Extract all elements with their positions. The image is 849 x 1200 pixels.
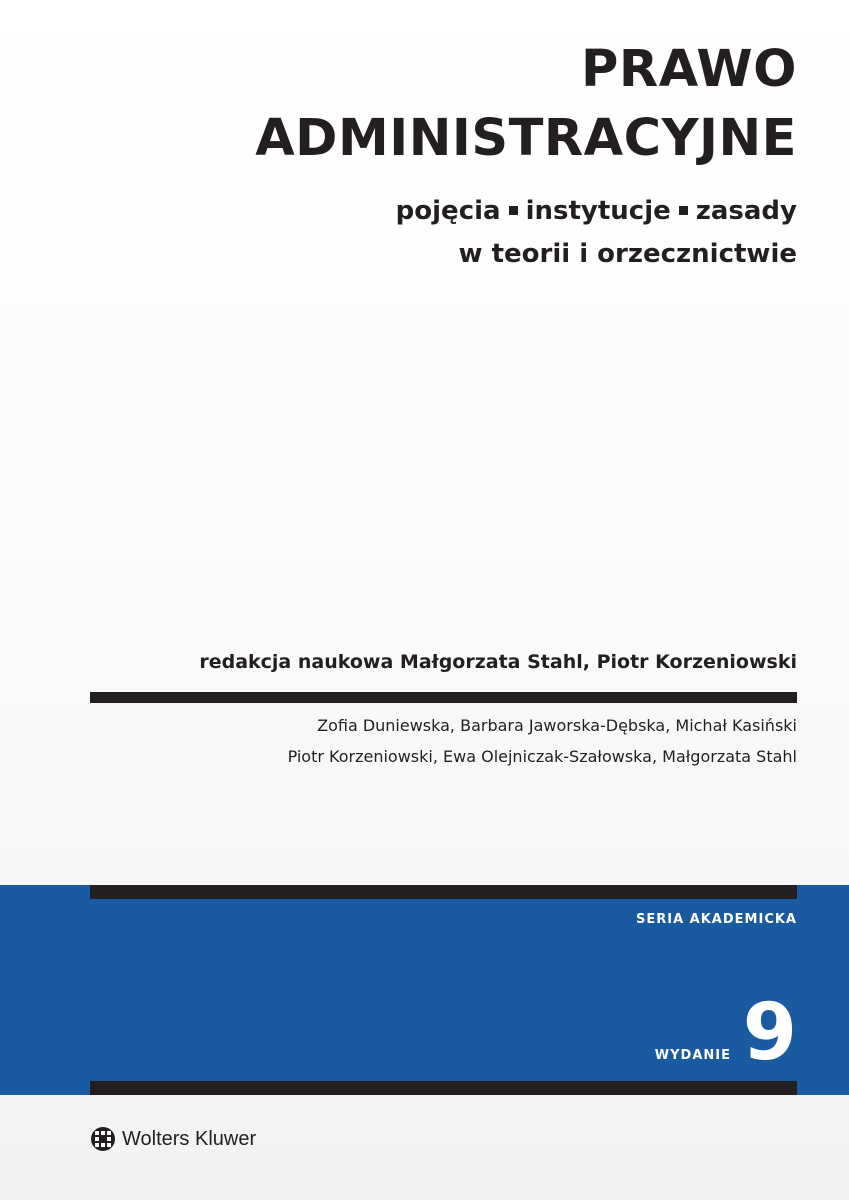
subtitle-line-1 [396, 198, 797, 224]
authors-line-1: Zofia Duniewska, Barbara Jaworska-Dębska, Michał Kasiński [317, 716, 797, 735]
band-top-bar [90, 885, 797, 899]
subtitle-term-institutions: instytucje [525, 196, 671, 226]
publisher-name: Wolters Kluwer [122, 1128, 257, 1150]
band-bottom-bar [90, 1081, 797, 1095]
subtitle-line-2: w teorii i orzecznictwie [458, 239, 797, 269]
wolters-kluwer-logo-icon [90, 1126, 116, 1152]
edition-label: WYDANIE [654, 1048, 731, 1063]
divider-bar [90, 692, 797, 703]
square-bullet-icon [509, 206, 518, 215]
scientific-editors: redakcja naukowa Małgorzata Stahl, Piotr Korzeniowski [199, 651, 797, 673]
subtitle-term-concepts: pojęcia [395, 196, 501, 226]
edition-number: 9 [742, 988, 797, 1078]
title-line-1: PRAWO [581, 40, 797, 99]
title-line-2: ADMINISTRACYJNE [255, 109, 797, 168]
publisher-logo-block [90, 1126, 256, 1152]
authors-line-2: Piotr Korzeniowski, Ewa Olejniczak-Szałowska, Małgorzata Stahl [287, 747, 797, 766]
series-name: SERIA AKADEMICKA [636, 912, 797, 927]
subtitle-term-principles: zasady [695, 196, 797, 226]
square-bullet-icon [679, 206, 688, 215]
